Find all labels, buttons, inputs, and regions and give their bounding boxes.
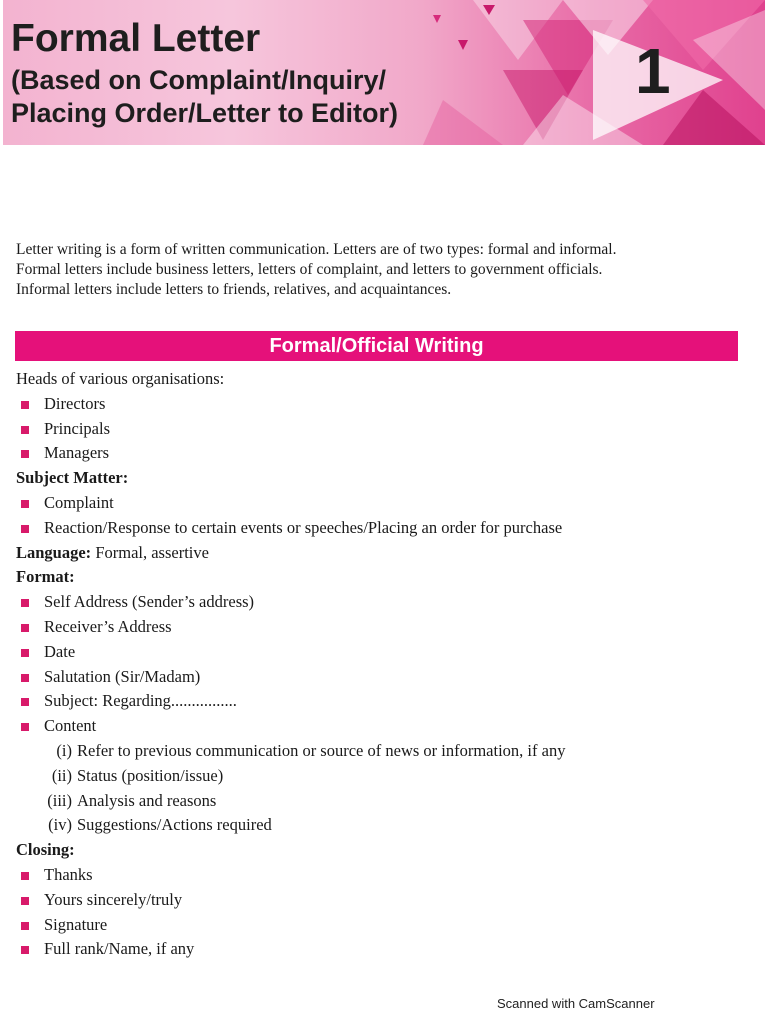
subitem-number: (ii): [51, 765, 72, 785]
chapter-subtitle: [11, 64, 398, 130]
subitem-text: Status (position/issue): [77, 765, 224, 785]
heads-label: Heads of various organisations:: [16, 369, 225, 388]
list-item-managers: Managers: [16, 441, 756, 466]
content-subitem: [16, 789, 756, 814]
list-item-subject: Subject: Regarding................: [16, 689, 756, 714]
subitem-number: (i): [56, 740, 72, 760]
list-item-principals: Principals: [16, 417, 756, 442]
subitem-number: (iv): [48, 815, 72, 835]
chapter-title: Formal Letter: [11, 17, 261, 60]
list-item-salutation: Salutation (Sir/Madam): [16, 665, 756, 690]
chapter-number: 1: [635, 35, 671, 107]
subtitle-line-2: Placing Order/Letter to Editor): [11, 98, 399, 128]
section-heading-bar: Formal/Official Writing: [15, 331, 738, 361]
language-row: [16, 541, 756, 566]
language-label: Language:: [16, 542, 92, 562]
language-value: Formal, assertive: [91, 542, 209, 562]
chapter-header-banner: [3, 0, 765, 145]
intro-paragraph: [16, 240, 756, 300]
list-item-content: Content: [16, 714, 756, 739]
list-item-complaint: Complaint: [16, 491, 756, 516]
list-item-receiver-address: Receiver’s Address: [16, 615, 756, 640]
list-item-self-address: Self Address (Sender’s address): [16, 590, 756, 615]
format-label: Format:: [16, 567, 75, 587]
subitem-text: Refer to previous communication or source of news or information, if any: [77, 740, 566, 760]
list-item-reaction: Reaction/Response to certain events or speeches/Placing an order for purchase: [16, 516, 756, 541]
closing-label: Closing:: [16, 840, 75, 860]
content-subitem: [16, 813, 756, 838]
content-subitem: [16, 739, 756, 764]
content-subitem: [16, 764, 756, 789]
intro-line-3: Informal letters include letters to friends, relatives, and acquaintances.: [16, 281, 452, 298]
subtitle-line-1: (Based on Complaint/Inquiry/: [11, 65, 387, 95]
list-item-thanks: Thanks: [16, 863, 756, 888]
intro-line-1: Letter writing is a form of written communication. Letters are of two types: formal and informal.: [16, 241, 617, 258]
list-item-directors: Directors: [16, 392, 756, 417]
list-item-yours-sincerely: Yours sincerely/truly: [16, 888, 756, 913]
list-item-signature: Signature: [16, 913, 756, 938]
subject-matter-label: Subject Matter:: [16, 468, 129, 488]
subitem-text: Analysis and reasons: [77, 790, 217, 810]
scanner-watermark: Scanned with CamScanner: [497, 996, 655, 1011]
intro-line-2: Formal letters include business letters, letters of complaint, and letters to government officials.: [16, 261, 603, 278]
list-item-full-rank: Full rank/Name, if any: [16, 937, 756, 962]
subitem-text: Suggestions/Actions required: [77, 815, 272, 835]
subitem-number: (iii): [47, 790, 72, 810]
list-item-date: Date: [16, 640, 756, 665]
formal-writing-content: [16, 367, 756, 962]
